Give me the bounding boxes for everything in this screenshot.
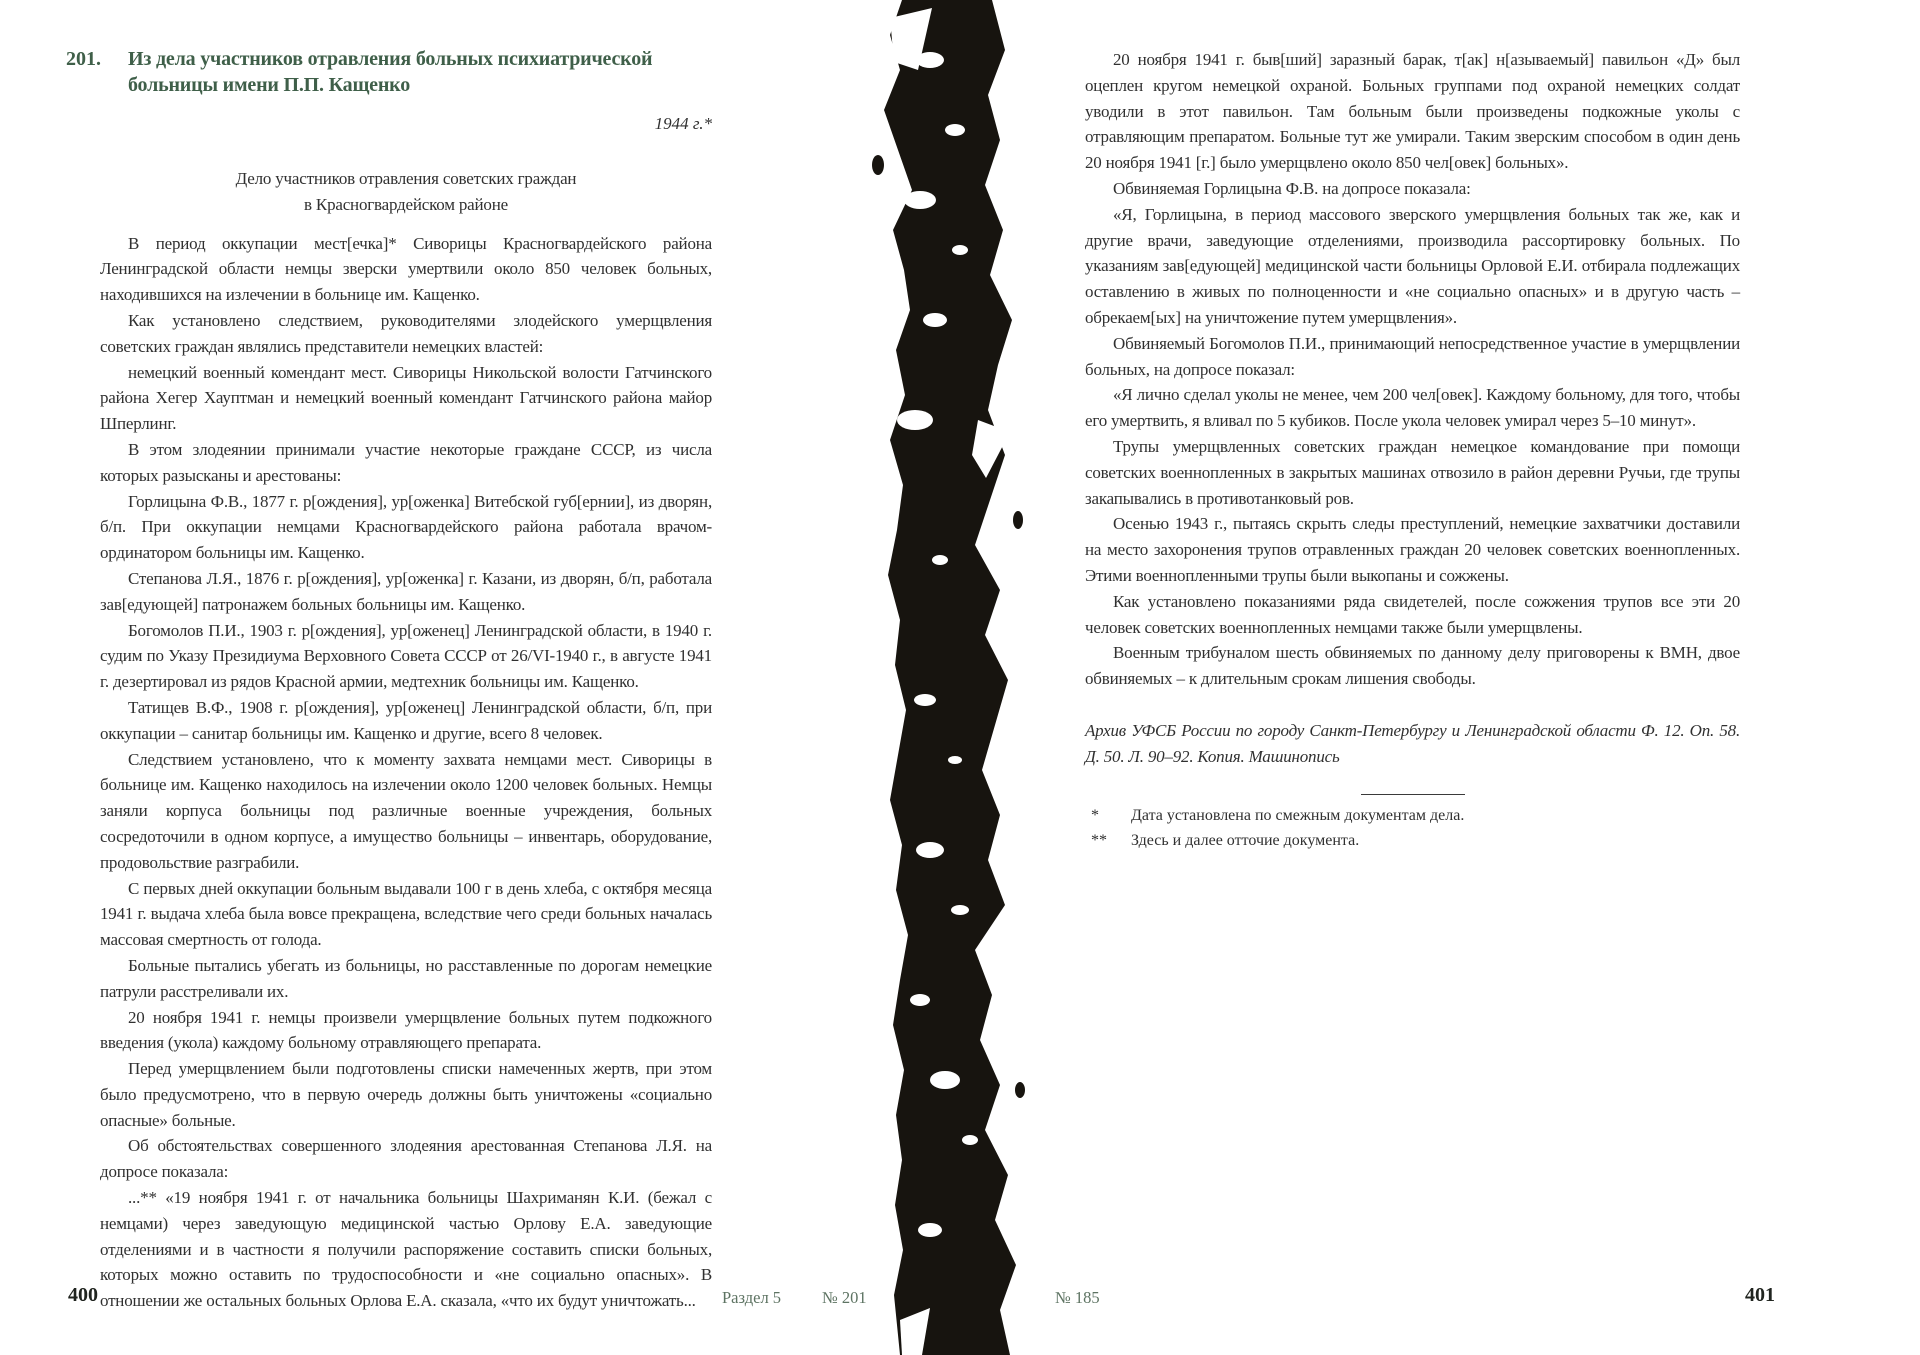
document-title: Из дела участников отравления больных психиатрической больницы имени П.П. Кащенко xyxy=(128,48,653,96)
footnote xyxy=(1085,828,1740,853)
paragraph: Горлицына Ф.В., 1877 г. р[ождения], ур[оженка] Витебской губ[ернии], из дворян, б/п. При оккупации немцами Красногвардейского района работала врачом-ординатором больницы им. Кащенко. xyxy=(100,491,712,563)
archive-citation: Архив УФСБ России по городу Санкт-Петербургу и Ленинградской области Ф. 12. Оп. 58. Д. 50. Л. 90–92. Копия. Машинопись xyxy=(1085,720,1740,766)
paragraph: В период оккупации мест[ечка]* Сиворицы Красногвардейского района Ленинградской области немцы зверски умертвили около 850 человек больных, находившихся на излечении в больнице им. Кащенко. xyxy=(100,233,712,305)
footnotes xyxy=(1085,803,1740,853)
paragraph: Татищев В.Ф., 1908 г. р[ождения], ур[оженец] Ленинградской области, б/п, при оккупации – санитар больницы им. Кащенко и другие, всего 8 человек. xyxy=(100,697,712,743)
document-subtitle xyxy=(100,166,712,218)
running-footer-doc-ref-right: № 185 xyxy=(1055,1288,1100,1307)
paragraph: Больные пытались убегать из больницы, но расставленные по дорогам немецкие патрули расстреливали их. xyxy=(100,955,712,1001)
right-page-body xyxy=(1085,47,1740,692)
paragraph: Как установлено следствием, руководителями злодейского умерщвления советских граждан являлись представители немецких властей: xyxy=(100,310,712,356)
paragraph: 20 ноября 1941 г. быв[ший] заразный барак, т[ак] н[азываемый] павильон «Д» был оцеплен кругом немецкой охраной. Больных группами под охраной немецких солдат уводили в этот павильон. Там больным были произведены подкожные уколы с отравляющим препаратом. Больные тут же умирали. Таким зверским способом в один день 20 ноября 1941 [г.] было умерщвлено около 850 чел[овек] больных». xyxy=(1085,50,1740,173)
paragraph: Об обстоятельствах совершенного злодеяния арестованная Степанова Л.Я. на допросе показала: xyxy=(100,1136,712,1182)
right-page xyxy=(1085,47,1740,853)
paragraph: С первых дней оккупации больным выдавали 100 г в день хлеба, с октября месяца 1941 г. выдача хлеба была вовсе прекращена, вследствие чего среди больных началась массовая смертность от голода. xyxy=(100,878,712,950)
paragraph: Обвиняемый Богомолов П.И., принимающий непосредственное участие в умерщвлении больных, на допросе показал: xyxy=(1085,333,1740,379)
document-date: 1944 г.* xyxy=(654,114,712,133)
paragraph: Богомолов П.И., 1903 г. р[ождения], ур[оженец] Ленинградской области, в 1940 г. судим по Указу Президиума Верховного Совета СССР от 26/VI-1940 г., в августе 1941 г. дезертировал из рядов Красной армии, медтехник больницы им. Кащенко. xyxy=(100,620,712,692)
footnote xyxy=(1085,803,1740,828)
paragraph: Осенью 1943 г., пытаясь скрыть следы преступлений, немецкие захватчики доставили на место захоронения трупов отравленных граждан 20 человек советских военнопленных. Этими военнопленными трупы были выкопаны и сожжены. xyxy=(1085,514,1740,585)
document-number: 201. xyxy=(66,48,101,70)
footnote-marker: ** xyxy=(1091,831,1107,849)
scan-ink-strip-artifact xyxy=(860,0,1030,1355)
paragraph: 20 ноября 1941 г. немцы произвели умерщвление больных путем подкожного введения (укола) каждому больному отравляющего препарата. xyxy=(100,1007,712,1053)
subtitle-line-1: Дело участников отравления советских граждан xyxy=(235,169,577,188)
footnote-marker: * xyxy=(1091,806,1099,824)
page-number-right: 401 xyxy=(1745,1284,1775,1306)
paragraph: Перед умерщвлением были подготовлены списки намеченных жертв, при этом было предусмотрено, что в первую очередь должны быть уничтожены «социально опасные» больные. xyxy=(100,1059,712,1130)
paragraph: ...** «19 ноября 1941 г. от начальника больницы Шахриманян К.И. (бежал с немцами) через заведующую медицинской частью Орлову Е.А. заведующие отделениями и в частности я получили распоряжение составить списки больных, которых можно оставить по трудоспособности и «не социально опасных». В отношении же остальных больных Орлова Е.А. сказала, «что их будут уничтожать... xyxy=(100,1188,712,1311)
paragraph: немецкий военный комендант мест. Сиворицы Никольской волости Гатчинского района Хегер Хауптман и немецкий военный комендант Гатчинского района майор Шперлинг. xyxy=(100,362,712,434)
footnote-divider xyxy=(1361,794,1465,795)
paragraph: Степанова Л.Я., 1876 г. р[ождения], ур[оженка] г. Казани, из дворян, б/п, работала зав[едующей] патронажем больных больницы им. Кащенко. xyxy=(100,568,712,614)
left-page-body xyxy=(100,231,712,1314)
document-header xyxy=(66,46,712,98)
paragraph: Трупы умерщвленных советских граждан немецкое командование при помощи советских военнопленных в закрытых машинах отвозило в район деревни Ручьи, где трупы закапывались в противотанковый ров. xyxy=(1085,436,1740,508)
subtitle-line-2: в Красногвардейском районе xyxy=(304,194,508,214)
paragraph: «Я лично сделал уколы не менее, чем 200 чел[овек]. Каждому больному, для того, чтобы его умертвить, я вливал по 5 кубиков. После укола человек умирал через 5–10 минут». xyxy=(1085,385,1740,431)
paragraph: Следствием установлено, что к моменту захвата немцами мест. Сиворицы в больнице им. Кащенко находилось на излечении около 1200 человек больных. Немцы заняли корпуса больницы под различные военные учреждения, больных сосредоточили в одном корпусе, а имущество больницы – инвентарь, оборудование, продовольствие разграбили. xyxy=(100,749,712,872)
paragraph: Военным трибуналом шесть обвиняемых по данному делу приговорены к ВМН, двое обвиняемых – к длительным срокам лишения свободы. xyxy=(1085,643,1740,689)
page-number-left: 400 xyxy=(68,1284,98,1306)
footnote-text: Дата установлена по смежным документам дела. xyxy=(1131,806,1465,824)
running-footer-doc-ref-left: № 201 xyxy=(822,1288,867,1307)
paragraph: Как установлено показаниями ряда свидетелей, после сожжения трупов все эти 20 человек советских военнопленных немцами также были умерщвлены. xyxy=(1085,591,1740,637)
footnote-text: Здесь и далее отточие документа. xyxy=(1131,831,1360,849)
paragraph: Обвиняемая Горлицына Ф.В. на допросе показала: xyxy=(1113,178,1471,198)
running-footer-section: Раздел 5 xyxy=(722,1288,782,1307)
paragraph: В этом злодеянии принимали участие некоторые граждане СССР, из числа которых разысканы и арестованы: xyxy=(100,439,712,485)
paragraph: «Я, Горлицына, в период массового зверского умерщвления больных так же, как и другие врачи, заведующие отделениями, производила рассортировку больных. По указаниям зав[едующей] медицинской части больницы Орловой Е.И. отбирала подлежащих оставлению в живых по полноценности и «не социально опасных» и в другую часть – обрекаем[ых] на уничтожение путем умерщвления». xyxy=(1085,204,1740,327)
